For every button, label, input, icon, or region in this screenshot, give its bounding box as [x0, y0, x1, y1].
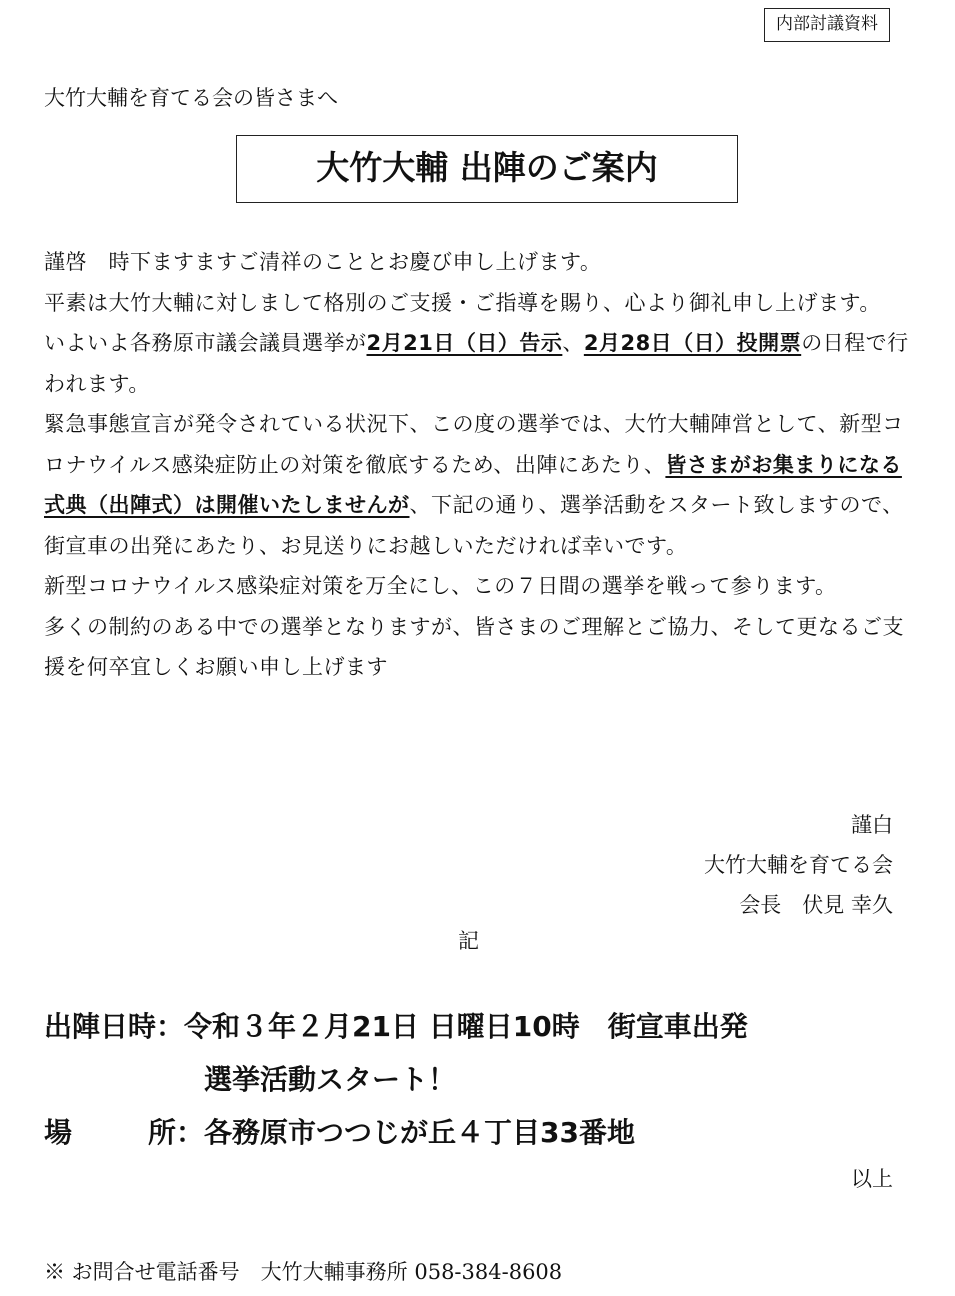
thanks-paragraph: 平素は大竹大輔に対しまして格別のご支援・ご指導を賜り、心より御礼申し上げます。	[44, 290, 881, 315]
covid-notice-paragraph	[44, 404, 912, 566]
campaign-start-text: 選挙活動スタート！	[204, 1063, 457, 1096]
organization-name: 大竹大輔を育てる会	[704, 853, 893, 877]
place-label	[44, 1106, 176, 1159]
contact-info: ※ お問合せ電話番号 大竹大輔事務所 058-384-8608	[44, 1260, 563, 1284]
greeting-paragraph: 謹啓 時下ますますご清祥のこととお慶び申し上げます。	[44, 250, 602, 274]
event-details	[44, 1000, 748, 1159]
closing-request-paragraph: 多くの制約のある中での選挙となりますが、皆さまのご理解とご協力、そして更なるご支援を何卒宜しくお願い申し上げます	[44, 614, 904, 679]
letter-body	[44, 242, 912, 688]
ki-heading: 記	[458, 929, 479, 953]
signature-block	[704, 805, 893, 925]
schedule-text-pre: いよいよ各務原市議会議員選挙が	[44, 331, 367, 355]
closing-word: 謹白	[851, 813, 893, 837]
ceremony-cancelled-notice: 皆さまがお集まりになる式典（出陣式）は開催いたしませんが	[44, 452, 902, 517]
datetime-value: 令和３年２月21日 日曜日10時 街宣車出発	[184, 1010, 748, 1043]
addressee: 大竹大輔を育てる会の皆さまへ	[44, 86, 338, 110]
voting-date: 2月28日（日）投開票	[583, 331, 802, 355]
election-schedule-paragraph	[44, 323, 912, 404]
covid-text-post: 、下記の通り、選挙活動をスタート致しますので、街宣車の出発にあたり、お見送りにお越しいただければ幸いです。	[44, 493, 904, 558]
schedule-text-post: の日程で行われます。	[44, 331, 909, 396]
datetime-colon: ：	[156, 1010, 185, 1043]
place-label-2: 所	[147, 1116, 176, 1149]
place-label-1: 場	[44, 1116, 73, 1149]
internal-document-stamp: 内部討議資料	[764, 8, 890, 42]
page-title: 大竹大輔 出陣のご案内	[236, 135, 738, 203]
ijou-closing: 以上	[851, 1167, 893, 1191]
event-datetime-row-2	[44, 1053, 748, 1106]
chairman-name: 会長 伏見 幸久	[739, 893, 893, 917]
event-place-row	[44, 1106, 748, 1159]
announcement-date: 2月21日（日）告示	[366, 331, 563, 355]
covid-text-pre: 緊急事態宣言が発令されている状況下、この度の選挙では、大竹大輔陣営として、新型コロナウイルス感染症防止の対策を徹底するため、出陣にあたり、	[44, 412, 904, 477]
campaign-paragraph: 新型コロナウイルス感染症対策を万全にし、この７日間の選挙を戦って参ります。	[44, 574, 837, 598]
place-colon: ：	[176, 1116, 205, 1149]
place-value: 各務原市つつじが丘４丁目33番地	[204, 1116, 635, 1149]
schedule-separator: 、	[562, 331, 584, 355]
indent-spacer	[44, 1053, 204, 1106]
datetime-label: 出陣日時	[44, 1010, 157, 1043]
event-datetime-row	[44, 1000, 748, 1053]
